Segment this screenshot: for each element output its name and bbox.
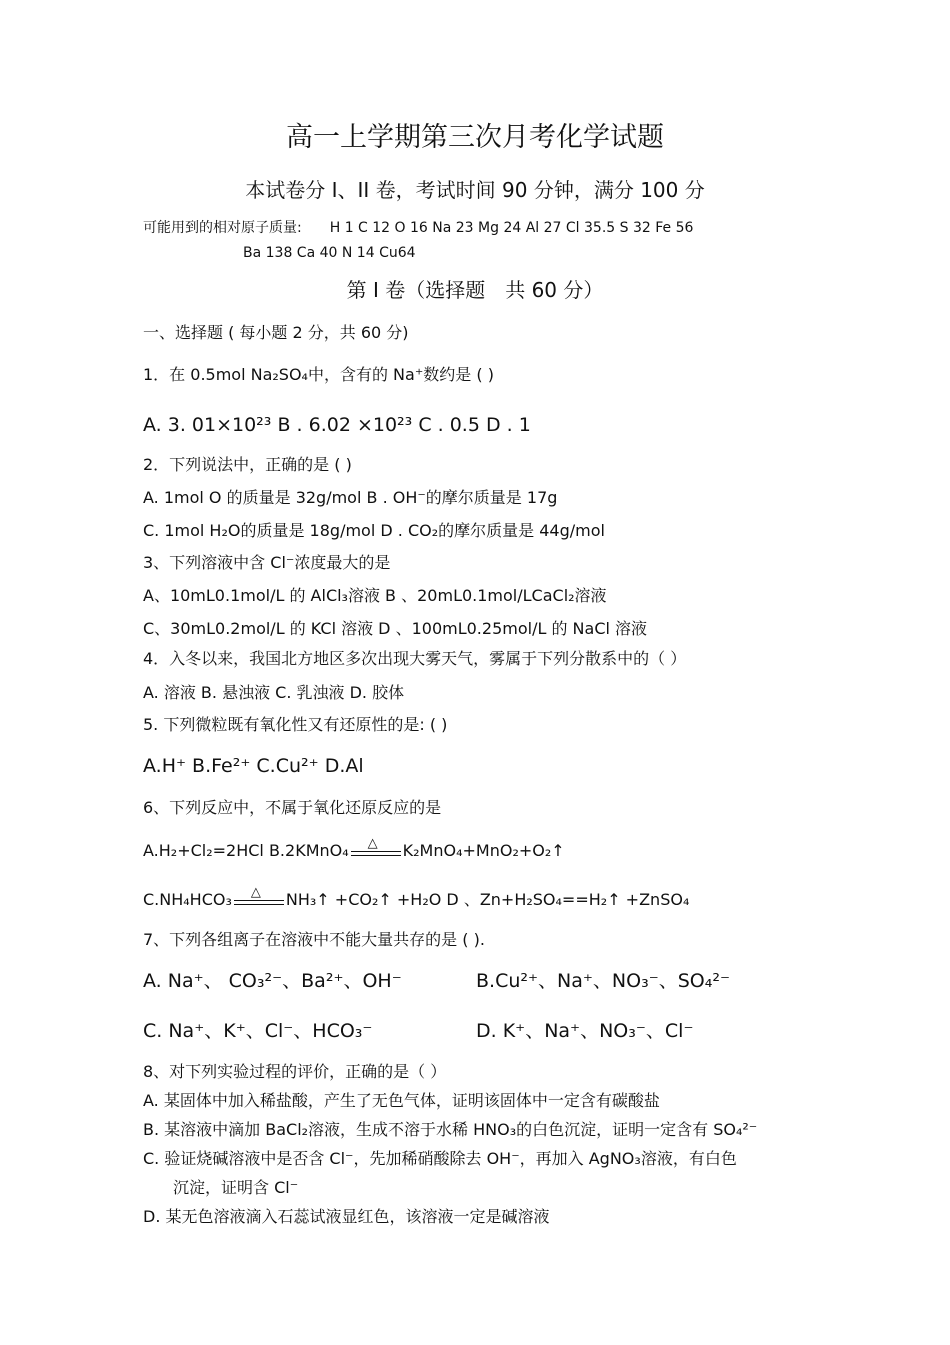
- question-3-options-ab: A、10mL0.1mol/L 的 AlCl₃溶液 B 、20mL0.1mol/LCaCl₂溶液: [143, 586, 607, 605]
- question-2-options-cd: C. 1mol H₂O的质量是 18g/mol D . CO₂的摩尔质量是 44g/mol: [143, 521, 605, 540]
- question-6-options-cd: [143, 884, 690, 909]
- question-6-c-right: NH₃↑ +CO₂↑ +H₂O D 、Zn+H₂SO₄==H₂↑ +ZnSO₄: [285, 890, 690, 909]
- question-8-option-b: B. 某溶液中滴加 BaCl₂溶液，生成不溶于水稀 HNO₃的白色沉淀，证明一定含有 SO₄²⁻: [143, 1120, 758, 1139]
- question-6-options-ab: [143, 835, 565, 860]
- question-6-stem: 6、下列反应中，不属于氧化还原反应的是: [143, 798, 442, 817]
- question-1-options: A. 3. 01×10²³ B . 6.02 ×10²³ C . 0.5 D . 1: [143, 414, 531, 436]
- question-8-option-a: A. 某固体中加入稀盐酸，产生了无色气体，证明该固体中一定含有碳酸盐: [143, 1091, 660, 1110]
- heat-triangle-icon: △: [367, 835, 378, 851]
- question-6-c-left: C.NH₄HCO₃: [143, 890, 232, 909]
- question-8-stem: 8、对下列实验过程的评价，正确的是（ ）: [143, 1062, 447, 1081]
- atomic-masses-line2: Ba 138 Ca 40 N 14 Cu64: [243, 245, 416, 261]
- page-title: 高一上学期第三次月考化学试题: [286, 122, 664, 153]
- heat-triangle-icon: △: [250, 884, 261, 900]
- heat-arrow: [234, 884, 284, 908]
- question-2-stem: 2．下列说法中，正确的是 ( ): [143, 455, 352, 474]
- question-7-option-a: A. Na⁺、 CO₃²⁻、Ba²⁺、OH⁻: [143, 970, 402, 992]
- question-7-stem: 7、下列各组离子在溶液中不能大量共存的是 ( ).: [143, 930, 485, 949]
- question-3-options-cd: C、30mL0.2mol/L 的 KCl 溶液 D 、100mL0.25mol/L 的 NaCl 溶液: [143, 619, 648, 638]
- question-7-option-c: C. Na⁺、K⁺、Cl⁻、HCO₃⁻: [143, 1020, 373, 1042]
- question-7-option-d: D. K⁺、Na⁺、NO₃⁻、Cl⁻: [476, 1020, 694, 1042]
- question-8-option-c-cont: 沉淀，证明含 Cl⁻: [173, 1178, 299, 1197]
- question-5-options: A.H⁺ B.Fe²⁺ C.Cu²⁺ D.Al: [143, 755, 364, 777]
- question-7-option-b: B.Cu²⁺、Na⁺、NO₃⁻、SO₄²⁻: [476, 970, 731, 992]
- question-4-options: A. 溶液 B. 悬浊液 C. 乳浊液 D. 胶体: [143, 683, 405, 702]
- section-title: 第 I 卷（选择题 共 60 分）: [346, 278, 604, 302]
- question-8-option-d: D. 某无色溶液滴入石蕊试液显红色，该溶液一定是碱溶液: [143, 1207, 550, 1226]
- question-8-option-c: C. 验证烧碱溶液中是否含 Cl⁻，先加稀硝酸除去 OH⁻，再加入 AgNO₃溶液，有白色: [143, 1149, 737, 1168]
- heat-arrow: [351, 835, 401, 859]
- question-2-options-ab: A. 1mol O 的质量是 32g/mol B . OH⁻的摩尔质量是 17g: [143, 488, 558, 507]
- question-3-stem: 3、下列溶液中含 Cl⁻浓度最大的是: [143, 553, 391, 572]
- exam-info: 本试卷分 I、II 卷，考试时间 90 分钟，满分 100 分: [245, 178, 705, 202]
- question-6-ab-right: K₂MnO₄+MnO₂+O₂↑: [402, 841, 565, 860]
- question-1-stem: 1．在 0.5mol Na₂SO₄中，含有的 Na⁺数约是 ( ): [143, 365, 494, 384]
- part-heading: 一、选择题 ( 每小题 2 分，共 60 分): [143, 323, 409, 342]
- atomic-masses-line1: 可能用到的相对原子质量: H 1 C 12 O 16 Na 23 Mg 24 Al 27 Cl 35.5 S 32 Fe 56: [143, 220, 694, 236]
- question-6-ab-left: A.H₂+Cl₂=2HCl B.2KMnO₄: [143, 841, 349, 860]
- question-4-stem: 4．入冬以来，我国北方地区多次出现大雾天气，雾属于下列分散系中的（ ）: [143, 649, 687, 668]
- question-5-stem: 5. 下列微粒既有氧化性又有还原性的是: ( ): [143, 715, 448, 734]
